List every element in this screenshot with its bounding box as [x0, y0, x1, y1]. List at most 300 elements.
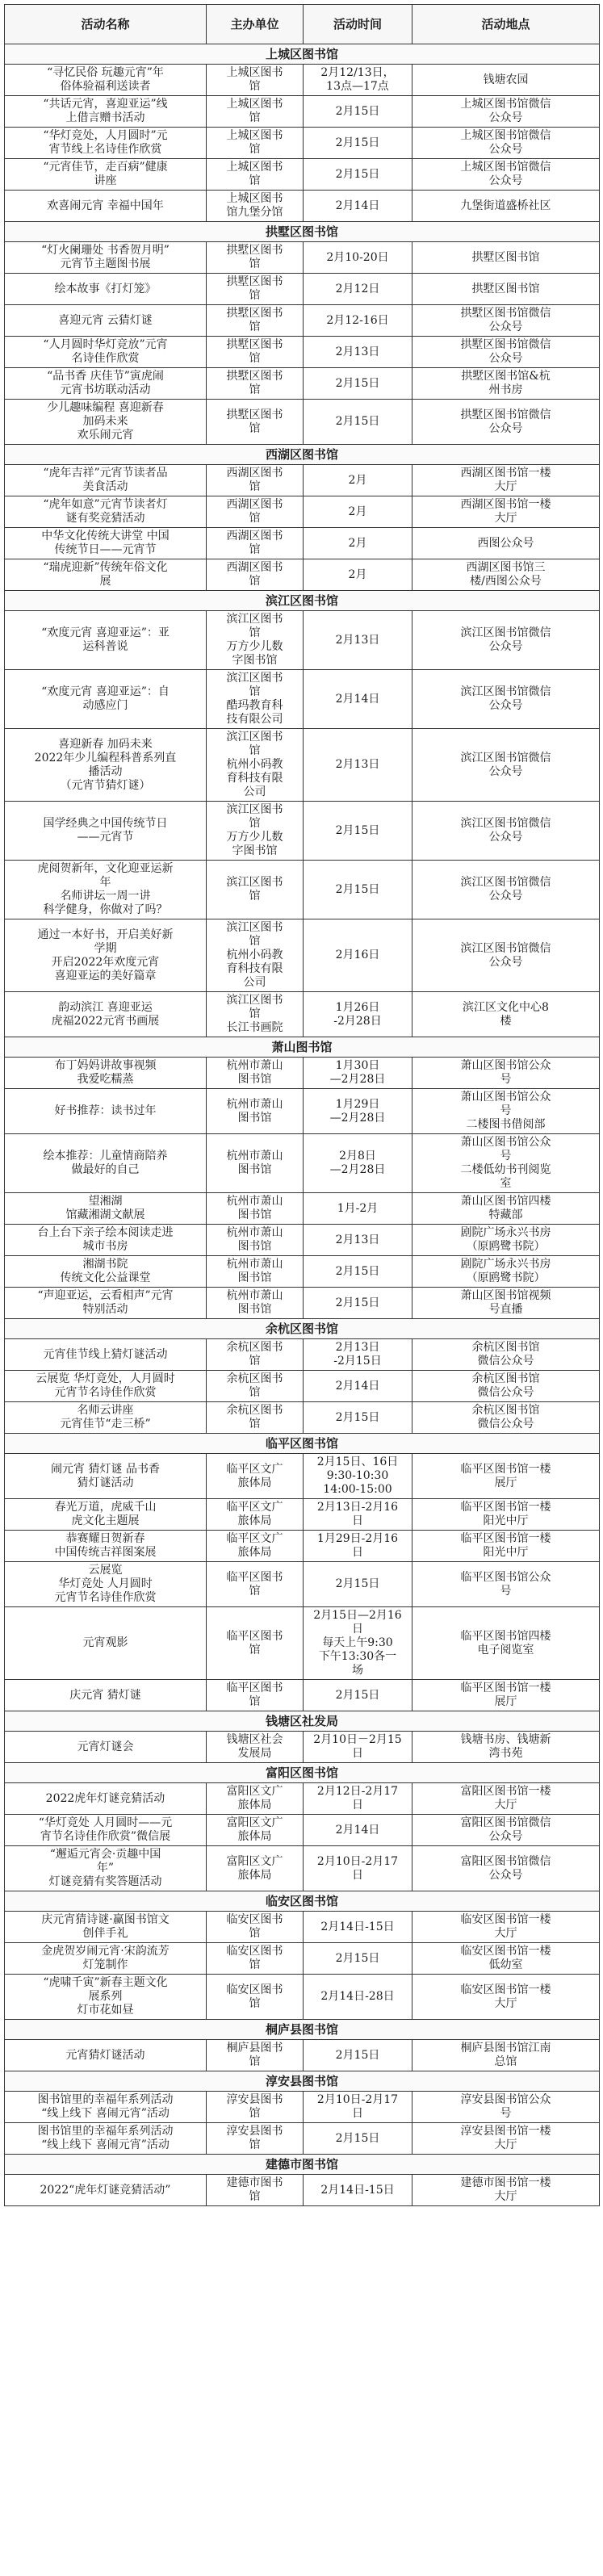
section-title: 拱墅区图书馆	[5, 222, 600, 242]
cell-line: 旅体局	[237, 1514, 272, 1527]
cell-line: 布丁妈妈讲故事视频	[54, 1059, 157, 1072]
cell-line: 14:00-15:00	[323, 1483, 392, 1496]
cell-line: 馆	[249, 80, 261, 93]
cell-line: 2月15日	[335, 1951, 380, 1965]
header-row	[5, 5, 600, 44]
activity-time-cell	[304, 1732, 412, 1763]
activity-location-cell	[412, 1912, 600, 1943]
activity-location-cell	[412, 1846, 600, 1891]
cell-line: 淳安县图书	[226, 2125, 283, 2138]
cell-line: 字图书馆	[232, 654, 278, 667]
cell-line: 旅体局	[237, 1799, 272, 1812]
cell-line: “品书香 庆佳节”寅虎闹	[47, 370, 164, 383]
activity-time-cell	[304, 559, 412, 591]
cell-line: 元宵佳节“走三桥”	[60, 1418, 151, 1430]
cell-line: 大厅	[494, 480, 517, 493]
section-header-row	[5, 222, 600, 242]
cell-line: 拱墅区图书馆微信	[460, 408, 551, 421]
cell-line: 上城区图书馆微信	[460, 129, 551, 142]
cell-line: 元宵节主题图书展	[60, 258, 151, 270]
cell-line: 学期	[94, 941, 117, 955]
organizer-cell	[207, 1912, 304, 1943]
activity-time-cell	[304, 337, 412, 368]
cell-line: 通过一本好书，开启美好新	[37, 928, 174, 941]
cell-line: 图书馆	[237, 1303, 272, 1316]
header-activity-location: 活动地点	[412, 5, 600, 44]
section-header-row	[5, 2155, 600, 2175]
cell-line: 播活动	[88, 764, 123, 778]
organizer-cell	[207, 242, 304, 274]
cell-line: 展厅	[494, 1476, 517, 1489]
section-header-row	[5, 1037, 600, 1058]
activity-name-cell	[5, 1815, 207, 1846]
section-title: 余杭区图书馆	[5, 1319, 600, 1339]
cell-line: 万方少儿数	[226, 640, 283, 653]
section-title: 临安区图书馆	[5, 1891, 600, 1912]
cell-line: 滨江区图书	[226, 731, 283, 743]
activity-time-cell	[304, 1975, 412, 2020]
cell-line: “线上线下 喜闹元宵”活动	[41, 2107, 170, 2120]
cell-line: 馆	[249, 817, 261, 830]
cell-line: 图书馆里的幸福年系列活动	[37, 2125, 174, 2138]
activity-name-cell	[5, 368, 207, 400]
cell-line: 日	[352, 1868, 363, 1882]
organizer-cell	[207, 528, 304, 559]
cell-line: 九堡街道盛桥社区	[460, 199, 551, 212]
activity-name-cell	[5, 1089, 207, 1134]
cell-line: ——元宵节	[77, 831, 134, 844]
activity-time-cell	[304, 992, 412, 1037]
cell-line: 酷玛教育科	[226, 699, 283, 712]
cell-line: 拱墅区图书馆微信	[460, 307, 551, 320]
activity-location-cell	[412, 465, 600, 496]
activity-time-cell	[304, 1402, 412, 1434]
table-row	[5, 1732, 600, 1763]
activity-time-cell	[304, 1256, 412, 1288]
cell-line: “寻忆民俗 玩趣元宵”年	[47, 66, 164, 79]
cell-line: 钱塘书房、钱塘新	[460, 1733, 551, 1746]
cell-line: “灯火阑珊处 书香贺月明”	[41, 244, 170, 257]
cell-line: 建德市图书馆一楼	[460, 2176, 551, 2189]
cell-line: 公众号	[488, 955, 523, 969]
cell-line: 年	[99, 876, 111, 889]
cell-line: 西湖区图书	[226, 467, 283, 480]
table-row	[5, 96, 600, 128]
cell-line: 杭州市萧山	[226, 1097, 283, 1111]
cell-line: 元宵节名诗佳作欣赏	[54, 1386, 157, 1399]
table-row	[5, 1288, 600, 1319]
activity-name-cell	[5, 1339, 207, 1371]
cell-line: 西湖区图书	[226, 561, 283, 574]
activity-location-cell	[412, 1193, 600, 1225]
cell-line: 拱墅区图书	[226, 338, 283, 351]
activity-time-cell	[304, 1371, 412, 1402]
activity-location-cell	[412, 611, 600, 670]
cell-line: 2月10日－2月15	[313, 1733, 402, 1746]
cell-line: 西湖区图书馆一楼	[460, 498, 551, 511]
activity-name-cell	[5, 992, 207, 1037]
activity-location-cell	[412, 1225, 600, 1256]
cell-line: 富阳区文广	[226, 1854, 283, 1868]
organizer-cell	[207, 465, 304, 496]
cell-line: 馆	[249, 383, 261, 396]
cell-line: 2月15日	[335, 2131, 380, 2145]
cell-line: 恭赛耀日贺新春	[65, 1532, 145, 1545]
table-row	[5, 274, 600, 305]
cell-line: 日	[352, 1546, 363, 1559]
cell-line: 余杭区图书馆	[471, 1404, 540, 1417]
cell-line: 2月14日	[335, 1379, 380, 1393]
cell-line: 滨江区图书	[226, 994, 283, 1007]
cell-line: 临安区图书馆一楼	[460, 1913, 551, 1926]
activity-time-cell	[304, 465, 412, 496]
activity-location-cell	[412, 1499, 600, 1531]
cell-line: 传统文化公益课堂	[60, 1271, 151, 1284]
organizer-cell	[207, 96, 304, 128]
cell-line: -2月28日	[333, 1014, 382, 1028]
cell-line: 2月15日	[335, 823, 380, 837]
activity-name-cell	[5, 611, 207, 670]
cell-line: 少儿趣味编程 喜迎新春	[47, 401, 164, 414]
section-title: 上城区图书馆	[5, 44, 600, 65]
cell-line: 馆	[249, 1418, 261, 1430]
section-title: 钱塘区社发局	[5, 1711, 600, 1732]
activity-name-cell	[5, 305, 207, 337]
cell-line: 馆	[249, 258, 261, 270]
activity-time-cell	[304, 861, 412, 919]
activity-time-cell	[304, 1846, 412, 1891]
cell-line: 2月	[348, 505, 367, 518]
cell-line: 淳安县图书	[226, 2093, 283, 2106]
cell-line: 2月15日	[335, 1688, 380, 1702]
cell-line: 临平区图书馆一楼	[460, 1501, 551, 1514]
cell-line: 公众号	[488, 1830, 523, 1843]
cell-line: 馆	[249, 575, 261, 588]
activity-time-cell	[304, 191, 412, 222]
cell-line: 富阳区图书馆一楼	[460, 1785, 551, 1798]
cell-line: 总馆	[494, 2055, 517, 2068]
activity-time-cell	[304, 1339, 412, 1371]
cell-line: 大厅	[494, 2190, 517, 2203]
cell-line: “瑞虎迎新”传统年俗文化	[43, 561, 168, 574]
cell-line: 州书房	[488, 383, 523, 396]
cell-line: 台上台下亲子绘本阅读走进	[37, 1226, 174, 1239]
cell-line: 2月12-16日	[326, 313, 389, 327]
cell-line: 欢喜闹元宵 幸福中国年	[47, 199, 164, 212]
activity-name-cell	[5, 1288, 207, 1319]
cell-line: 旅体局	[237, 1476, 272, 1489]
cell-line: 2月8日	[339, 1150, 376, 1162]
activity-time-cell	[304, 96, 412, 128]
cell-line: 元宵佳节线上猜灯谜活动	[43, 1347, 168, 1361]
cell-line: 馆	[249, 935, 261, 948]
cell-line: 公众号	[488, 640, 523, 653]
cell-line: 临安区图书馆一楼	[460, 1983, 551, 1996]
event-schedule	[4, 4, 599, 2206]
cell-line: 拱墅区图书	[226, 408, 283, 421]
activity-name-cell	[5, 528, 207, 559]
organizer-cell	[207, 861, 304, 919]
cell-line: 2022年少儿编程科普系列直	[34, 751, 177, 764]
section-header-row	[5, 1434, 600, 1454]
cell-line: 开启2022年欢度元宵	[51, 955, 160, 969]
activity-time-cell	[304, 242, 412, 274]
cell-line: 元宵灯谜会	[77, 1740, 134, 1753]
activity-location-cell	[412, 1680, 600, 1711]
cell-line: 滨江区图书馆微信	[460, 817, 551, 830]
cell-line: 拱墅区图书馆微信	[460, 338, 551, 351]
activity-time-cell	[304, 2123, 412, 2155]
cell-line: 滨江区图书	[226, 613, 283, 626]
cell-line: 滨江区图书	[226, 672, 283, 685]
activity-location-cell	[412, 128, 600, 159]
cell-line: 公众号	[488, 111, 523, 124]
activity-time-cell	[304, 305, 412, 337]
cell-line: -2月15日	[333, 1355, 382, 1368]
activity-location-cell	[412, 1975, 600, 2020]
cell-line: 钱塘区社会	[226, 1733, 283, 1746]
activity-name-cell	[5, 1225, 207, 1256]
activity-time-cell	[304, 159, 412, 191]
cell-line: 馆	[249, 1643, 261, 1657]
cell-line: 元宵书坊联动活动	[60, 383, 151, 396]
table-row	[5, 1815, 600, 1846]
activity-location-cell	[412, 1256, 600, 1288]
cell-line: 我爱吃糯蒸	[77, 1073, 134, 1086]
activity-name-cell	[5, 1058, 207, 1089]
organizer-cell	[207, 802, 304, 861]
cell-line: “人月圆时华灯竞放”元宵	[43, 338, 168, 351]
section-header-row	[5, 2020, 600, 2040]
activity-location-cell	[412, 1454, 600, 1499]
cell-line: 运科普说	[82, 640, 128, 653]
cell-line: 喜迎元宵 云猜灯谜	[58, 313, 153, 327]
activity-time-cell	[304, 1912, 412, 1943]
cell-line: 上城区图书	[226, 192, 283, 205]
cell-line: 馆	[249, 111, 261, 124]
activity-name-cell	[5, 1846, 207, 1891]
cell-line: 图书馆	[237, 1163, 272, 1176]
activity-time-cell	[304, 528, 412, 559]
cell-line: 元宵观影	[82, 1636, 128, 1649]
cell-line: 拱墅区图书	[226, 244, 283, 257]
cell-line: 杭州市萧山	[226, 1226, 283, 1239]
activity-location-cell	[412, 670, 600, 729]
activity-name-cell	[5, 337, 207, 368]
activity-location-cell	[412, 1339, 600, 1371]
cell-line: 萧山区图书馆公众	[460, 1136, 551, 1149]
cell-line: 上城区图书馆微信	[460, 98, 551, 111]
activity-location-cell	[412, 368, 600, 400]
section-title: 建德市图书馆	[5, 2155, 600, 2175]
activity-name-cell	[5, 670, 207, 729]
cell-line: —2月28日	[329, 1111, 386, 1125]
activity-location-cell	[412, 1783, 600, 1815]
cell-line: 旅体局	[237, 1868, 272, 1882]
cell-line: 大厅	[494, 1996, 517, 2010]
cell-line: 富阳区文广	[226, 1785, 283, 1798]
table-row	[5, 1943, 600, 1975]
cell-line: 年”	[96, 1862, 115, 1874]
organizer-cell	[207, 65, 304, 96]
cell-line: 2月13日	[335, 345, 380, 358]
activity-time-cell	[304, 1680, 412, 1711]
header-organizer: 主办单位	[207, 5, 304, 44]
cell-line: 绘本故事《打灯笼》	[54, 282, 157, 295]
cell-line: 2月14日-15日	[320, 2183, 395, 2197]
cell-line: 公众号	[488, 421, 523, 435]
cell-line: 2月	[348, 473, 367, 487]
activity-name-cell	[5, 919, 207, 992]
section-header-row	[5, 1891, 600, 1912]
cell-line: 拱墅区图书馆&杭	[461, 370, 551, 383]
cell-line: 旅体局	[237, 1830, 272, 1843]
cell-line: 特别活动	[82, 1303, 128, 1316]
organizer-cell	[207, 496, 304, 528]
cell-line: 湘湖书院	[82, 1258, 128, 1271]
cell-line: 谜有奖竞猜活动	[65, 512, 145, 525]
cell-line: 馆藏湘湖文献展	[65, 1208, 145, 1221]
cell-line: 旅体局	[237, 1546, 272, 1559]
cell-line: 展	[99, 575, 111, 588]
section-title: 萧山图书馆	[5, 1037, 600, 1058]
cell-line: 馆	[249, 320, 261, 333]
cell-line: 萧山区图书馆公众	[460, 1091, 551, 1104]
cell-line: 余杭区图书	[226, 1341, 283, 1354]
cell-line: 拱墅区图书	[226, 275, 283, 288]
cell-line: 号	[500, 1150, 512, 1162]
cell-line: 绘本推荐：儿童情商陪养	[43, 1150, 168, 1162]
activity-location-cell	[412, 96, 600, 128]
cell-line: 馆	[249, 1958, 261, 1971]
activity-location-cell	[412, 2040, 600, 2071]
activity-location-cell	[412, 337, 600, 368]
cell-line: 元宵猜灯谜活动	[65, 2048, 145, 2062]
cell-line: 西湖区图书馆三	[466, 561, 546, 574]
cell-line: 2月12日	[335, 282, 380, 295]
cell-line: 虎阅贺新年，文化迎亚运新	[37, 862, 174, 875]
table-row	[5, 802, 600, 861]
cell-line: 西湖区图书馆一楼	[460, 467, 551, 480]
activity-location-cell	[412, 1288, 600, 1319]
section-header-row	[5, 591, 600, 611]
activity-name-cell	[5, 1562, 207, 1607]
activity-name-cell	[5, 65, 207, 96]
activity-name-cell	[5, 1943, 207, 1975]
organizer-cell	[207, 1975, 304, 2020]
cell-line: 馆	[249, 143, 261, 156]
cell-line: “虎年如意”元宵节读者灯	[43, 498, 168, 511]
cell-line: 日	[352, 1799, 363, 1812]
cell-line: 余杭区图书	[226, 1404, 283, 1417]
activity-time-cell	[304, 1943, 412, 1975]
cell-line: 滨江区图书馆微信	[460, 941, 551, 955]
cell-line: 2月15日—2月16	[313, 1609, 402, 1622]
organizer-cell	[207, 1339, 304, 1371]
cell-line: 杭州市萧山	[226, 1289, 283, 1302]
cell-line: 长江书画院	[226, 1021, 283, 1034]
cell-line: 馆	[249, 685, 261, 698]
section-title: 桐庐县图书馆	[5, 2020, 600, 2040]
cell-line: 杭州市萧山	[226, 1195, 283, 1208]
activity-location-cell	[412, 159, 600, 191]
cell-line: 公众号	[488, 699, 523, 712]
cell-line: 滨江区图书馆微信	[460, 876, 551, 889]
organizer-cell	[207, 1846, 304, 1891]
organizer-cell	[207, 1562, 304, 1607]
cell-line: （原鸥鹭书院）	[466, 1240, 546, 1253]
organizer-cell	[207, 559, 304, 591]
activity-name-cell	[5, 1193, 207, 1225]
cell-line: 2月	[348, 536, 367, 550]
cell-line: 图书馆	[237, 1073, 272, 1086]
cell-line: 2月15日	[335, 882, 380, 896]
cell-line: 庆元宵猜诗谜·赢图书馆文	[41, 1913, 170, 1926]
cell-line: 灯笼制作	[82, 1958, 128, 1971]
table-row	[5, 242, 600, 274]
activity-location-cell	[412, 2175, 600, 2206]
cell-line: 临安区图书馆一楼	[460, 1945, 551, 1958]
cell-line: 1月30日	[335, 1059, 380, 1072]
cell-line: “欢度元宵 喜迎亚运”：亚	[41, 626, 170, 639]
cell-line: 桐庐县图书	[226, 2042, 283, 2055]
organizer-cell	[207, 729, 304, 802]
cell-line: （原鸥鹭书院）	[466, 1271, 546, 1284]
cell-line: 拱墅区图书馆	[471, 282, 540, 295]
activity-time-cell	[304, 2040, 412, 2071]
table-row	[5, 1058, 600, 1089]
cell-line: 微信公众号	[477, 1418, 534, 1430]
activity-time-cell	[304, 274, 412, 305]
activity-name-cell	[5, 2092, 207, 2123]
activity-location-cell	[412, 1562, 600, 1607]
activity-name-cell	[5, 802, 207, 861]
cell-line: 临平区图书	[226, 1570, 283, 1584]
table-row	[5, 1339, 600, 1371]
section-header-row	[5, 1711, 600, 1732]
cell-line: 下午13:30各一	[318, 1650, 397, 1663]
activity-time-cell	[304, 496, 412, 528]
cell-line: 日	[352, 2107, 363, 2120]
cell-line: 2月15日、16日	[316, 1456, 399, 1468]
cell-line: 淳安县图书馆公众	[460, 2093, 551, 2106]
cell-line: 馆	[249, 2107, 261, 2120]
cell-line: 拱墅区图书	[226, 307, 283, 320]
cell-line: 杭州市萧山	[226, 1150, 283, 1162]
cell-line: 馆	[249, 1007, 261, 1020]
activity-location-cell	[412, 1058, 600, 1089]
organizer-cell	[207, 1193, 304, 1225]
cell-line: 宵节名诗佳作欣赏”微信展	[40, 1830, 171, 1843]
cell-line: 2月13日	[335, 758, 380, 771]
organizer-cell	[207, 1531, 304, 1562]
section-header-row	[5, 44, 600, 65]
activity-time-cell	[304, 400, 412, 445]
cell-line: 号	[500, 1584, 512, 1598]
cell-line: 2月14日-15日	[320, 1920, 395, 1933]
cell-line: 名诗佳作欣赏	[71, 352, 140, 365]
cell-line: 公众号	[488, 320, 523, 333]
cell-line: 公司	[243, 785, 266, 798]
cell-line: 富阳区文广	[226, 1816, 283, 1829]
table-row	[5, 1607, 600, 1680]
table-row	[5, 128, 600, 159]
cell-line: 杭州市萧山	[226, 1258, 283, 1271]
cell-line: 号	[500, 1104, 512, 1117]
cell-line: 馆	[249, 2138, 261, 2151]
cell-line: 馆九堡分馆	[226, 206, 283, 219]
section-title: 富阳区图书馆	[5, 1763, 600, 1783]
